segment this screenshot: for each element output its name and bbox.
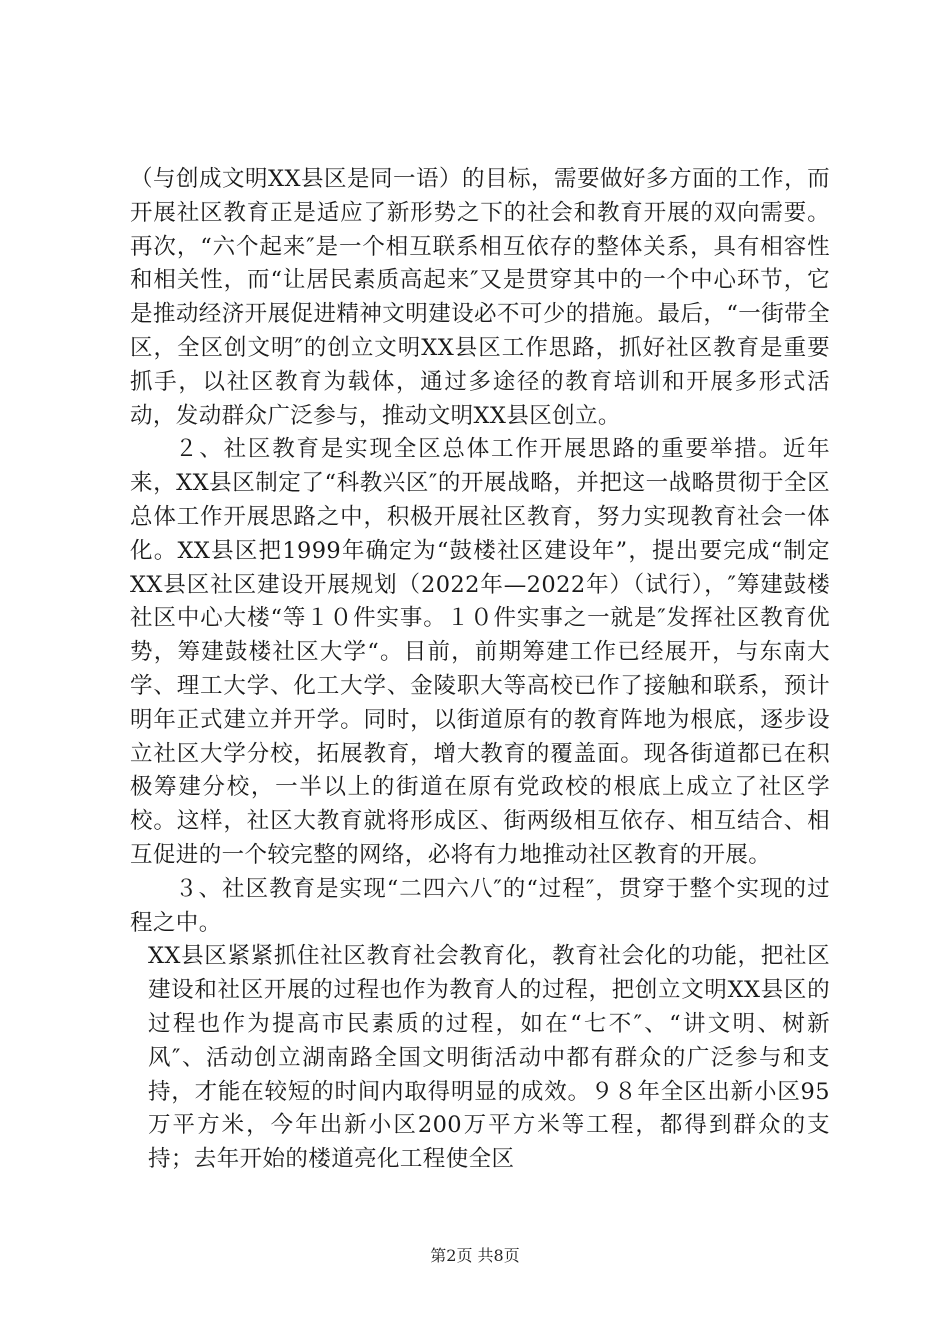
paragraph-2: ２、社区教育是实现全区总体工作开展思路的重要举措。近年来，XX县区制定了“科教兴区″的开展战略，并把这一战略贯彻于全区总体工作开展思路之中，积极开展社区教育，努力实现教育社会一体化。XX县区把1999年确定为“鼓楼社区建设年”，提出要完成“制定XX县区社区建设开展规划（2022年—2022年）（试行），″筹建鼓楼社区中心大楼“等１０件实事。１０件实事之一就是″发挥社区教育优势，筹建鼓楼社区大学“。目前，前期筹建工作已经展开，与东南大学、理工大学、化工大学、金陵职大等高校已作了接触和联系，预计明年正式建立并开学。同时，以街道原有的教育阵地为根底，逐步设立社区大学分校，拓展教育，增大教育的覆盖面。现各街道都已在积极筹建分校，一半以上的街道在原有党政校的根底上成立了社区学校。这样，社区大教育就将形成区、街两级相互依存、相互结合、相互促进的一个较完整的网络，必将有力地推动社区教育的开展。 [130, 436, 830, 868]
document-body [130, 163, 830, 1177]
paragraph-4: XX县区紧紧抓住社区教育社会教育化，教育社会化的功能，把社区建设和社区开展的过程也作为教育人的过程，把创立文明XX县区的过程也作为提高市民素质的过程，如在“七不″、“讲文明、树新风″、活动创立湖南路全国文明街活动中都有群众的广泛参与和支持，才能在较短的时间内取得明显的成效。９８年全区出新小区95万平方米，今年出新小区200万平方米等工程，都得到群众的支持；去年开始的楼道亮化工程使全区 [148, 943, 830, 1173]
page-footer: 第2页 共8页 [430, 1246, 520, 1265]
paragraph-3: ３、社区教育是实现“二四六八″的“过程″，贯穿于整个实现的过程之中。 [130, 875, 830, 936]
paragraph-continuation: （与创成文明XX县区是同一语）的目标，需要做好多方面的工作，而开展社区教育正是适应了新形势之下的社会和教育开展的双向需要。再次，“六个起来″是一个相互联系相互依存的整体关系，具有相容性和相关性，而“让居民素质高起来″又是贯穿其中的一个中心环节，它是推动经济开展促进精神文明建设必不可少的措施。最后，“一街带全区，全区创文明″的创立文明XX县区工作思路，抓好社区教育是重要抓手，以社区教育为载体，通过多途径的教育培训和开展多形式活动，发动群众广泛参与，推动文明XX县区创立。 [130, 166, 830, 429]
